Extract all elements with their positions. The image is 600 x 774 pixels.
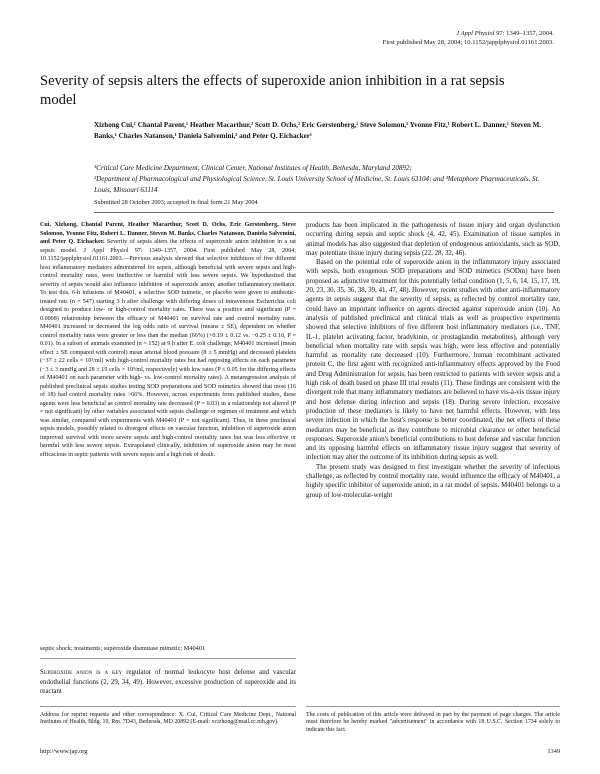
page-number: 1349 [547,748,560,755]
journal-header [254,30,554,47]
abstract [40,221,296,459]
keywords: septic shock; treatments; superoxide dismutase mimetic; M40401 [40,645,206,652]
footer-url[interactable]: http://www.jap.org [40,748,88,755]
correspondence-footnote: Address for reprint requests and other correspondence: X. Cui, Critical Care Medicine Dept., National Institutes of Health, Bldg. 10, Rm. 7D43, Bethesda, MD 20892 (E-mail: xcizhong@mail.cc.nih.gov). [40,706,296,727]
submission-dates: Submitted 28 October 2003; accepted in final form 21 May 2004 [94,199,258,206]
abstract-authors: Cui, Xizhong, Chantal Parent, Heather Macarthur, Scott D. Ochs, Eric Gerstenberg, Steve Solomon, Yvonne Fitz, Robert L. Danner, Steven M. Banks, Charles Natanson, Daniela Salvemini, and Peter Q. Eichacker. [40,222,296,245]
abstract-divider [40,658,296,659]
author-list: Xizhong Cui,¹ Chantal Parent,¹ Heather Macarthur,² Scott D. Ochs,² Eric Gerstenberg,¹ Steve Solomon,¹ Yvonne Fitz,¹ Robert L. Danner,¹ Steven M. Banks,¹ Charles Natanson,¹ Daniela Salvemini,³ and Peter Q. Eichacker¹ [94,121,542,140]
abstract-text: Severity of sepsis alters the effects of superoxide anion inhibition in a rat sepsis model. J Appl Physiol 97: 1349–1357, 2004. First published May 28, 2004; 10.1152/japplphysiol.01161.2003.—Previous analysis showed that selective inhibitors of five different host inflammatory mediators administered for sepsis, although beneficial with severe sepsis and high-control mortality rates, were ineffective or harmful with less severe sepsis. We hypothesized that severity of sepsis would also influence inhibition of superoxide anion, another inflammatory mediator. To test this, 6-h infusions of M40401, a selective SOD mimetic, or placebo were given to antibiotic-treated rats (n = 547) starting 3 h after challenge with differing doses of intravenous Escherichia coli designed to produce low- or high-control mortality rates. There was a positive and significant (P = 0.0008) relationship between the efficacy of M40401 on survival rate and control mortality rates. M40401 increased or decreased the log odds ratio of survival (means ± SE), dependent on whether control mortality rates were greater or less than the median (66%) (+0.19 ± 0.12 vs. −0.25 ± 0.10, P = 0.01). In a subset of animals examined (n = 152) at 9 h after E. coli challenge, M40401 increased (mean effect ± SE compared with control) mean arterial blood pressure (8 ± 5 mmHg) and decreased platelets (−37 ± 22 cells × 10³/ml) with high-control mortality rates but had opposing effects on each parameter (−3 ± 3 mmHg and 28 ± 19 cells × 10³/ml, respectively) with low rates (P ≤ 0.05 for the differing effects of M40401 on each parameter with high- vs. low-control mortality rates). A metaregression analysis of published preclinical sepsis studies testing SOD preparations and SOD mimetics showed that most (16 of 18) had control mortality rates >66%. However, across experiments from published studies, these agents were less beneficial as control mortality rate decreased (P = 0.03) in a relationship not altered (P = not significant) by other variables associated with sepsis challenge or regimen of treatment and which was similar, compared with experiments with M40401 (P = not significant). Thus, in these preclinical sepsis models, possibly related to divergent effects on vascular function, inhibition of superoxide anion improved survival with more severe sepsis and high-control mortality rates but was less effective or harmful with less severe sepsis. Extrapolated clinically, inhibition of superoxide anion may be most efficacious in septic patients with severe sepsis and a high risk of death. [40,239,297,458]
article-title: Severity of sepsis alters the effects of superoxide anion inhibition in a rat sepsis model [40,73,505,108]
header-divider [94,212,554,213]
intro-lead: Superoxide anion is a key [40,669,123,676]
cost-footnote: The costs of publication of this article were defrayed in part by the payment of page charges. The article must therefore be hereby marked "advertisement" in accordance with 18 U.S.C. Section 1734 solely to indicate this fact. [306,706,560,734]
affiliation-2: ²Department of Pharmacological and Physiological Science, St. Louis University School of Medicine, St. Louis 63104; and ³Metaphore Pharmaceuticals, St. Louis, Missouri 63114 [94,174,540,194]
right-column [306,221,560,500]
journal-name: J Appl Physiol [456,30,495,37]
first-published: First published May 28, 2004; 10.1152/japplphysiol.01161.2003. [382,38,554,46]
affiliations [94,163,554,195]
body-paragraph: products has been implicated in the pathogenesis of tissue injury and organ dysfunction occurring during sepsis and septic shock (4, 42, 45). Examination of tissue samples in animal models has also suggested that depletion of endogenous antioxidants, such as SOD, may potentiate tissue injury during sepsis (22, 28, 32, 46). [306,222,560,257]
body-paragraph: The present study was designed to first investigate whether the severity of infectious challenge, as reflected by control mortality rate, would influence the efficacy of M40401, a highly specific inhibitor of superoxide anion, in a rat model of sepsis. M40401 belongs to a group of low-molecular-weight [306,463,560,499]
body-paragraph: Based on the potential role of superoxide anion in the inflammatory injury associated with sepsis, both exogenous SOD preparations and SOD mimetics (SODm) have been proposed as adjunctive treatment for this potentially lethal condition (1, 5, 6, 14, 15, 17, 19, 20, 23, 30, 35, 36, 38, 39, 41, 47, 48). However, recent studies with other anti-inflammatory agents in sepsis suggest that the severity of sepsis, as reflected by control mortality rate, could have an important influence on agents directed against superoxide anion (10). An analysis of published preclinical and clinical trials as well as prospective experiments showed that selective inhibitors of five different host inflammatory mediators (i.e., TNF, IL-1, platelet activating factor, bradykinin, or prostaglandin metabolites), although very beneficial when mortality rate with sepsis was high, were less effective and potentially harmful as mortality rate decreased (10). Furthermore, human recombinant activated protein C, the first agent with recognized anti-inflammatory effects approved by the Food and Drug Administration for sepsis, has been restricted to patients with severe sepsis and a high risk of death based on phase III trial results (11). These findings are consistent with the divergent role that many inflammatory mediators are believed to have vis-à-vis tissue injury and host defense during infection and sepsis (18). During severe infection, excessive production of these mediators is likely to have net harmful effects. However, with less severe infection in which the host's response is better coordinated, the net effects of these mediators may be beneficial as they contribute to microbial clearance or other beneficial responses. Superoxide anion's beneficial contributions to host defense and vascular function and its opposing harmful effects on inflammatory tissue injury suggest that severity of infection may alter the outcome of its inhibition during sepsis as well. [306,259,560,462]
intro-paragraph [40,668,296,697]
intro-text: regulator of normal leukocyte host defense and vascular endothelial functions (2, 29, 34, 49). However, excessive production of superoxide and its reactant [40,669,296,696]
journal-citation: 97: 1349–1357, 2004. [496,30,554,37]
affiliation-1: ¹Critical Care Medicine Department, Clinical Center, National Institutes of Health, Bethesda, Maryland 20892; [94,164,412,172]
